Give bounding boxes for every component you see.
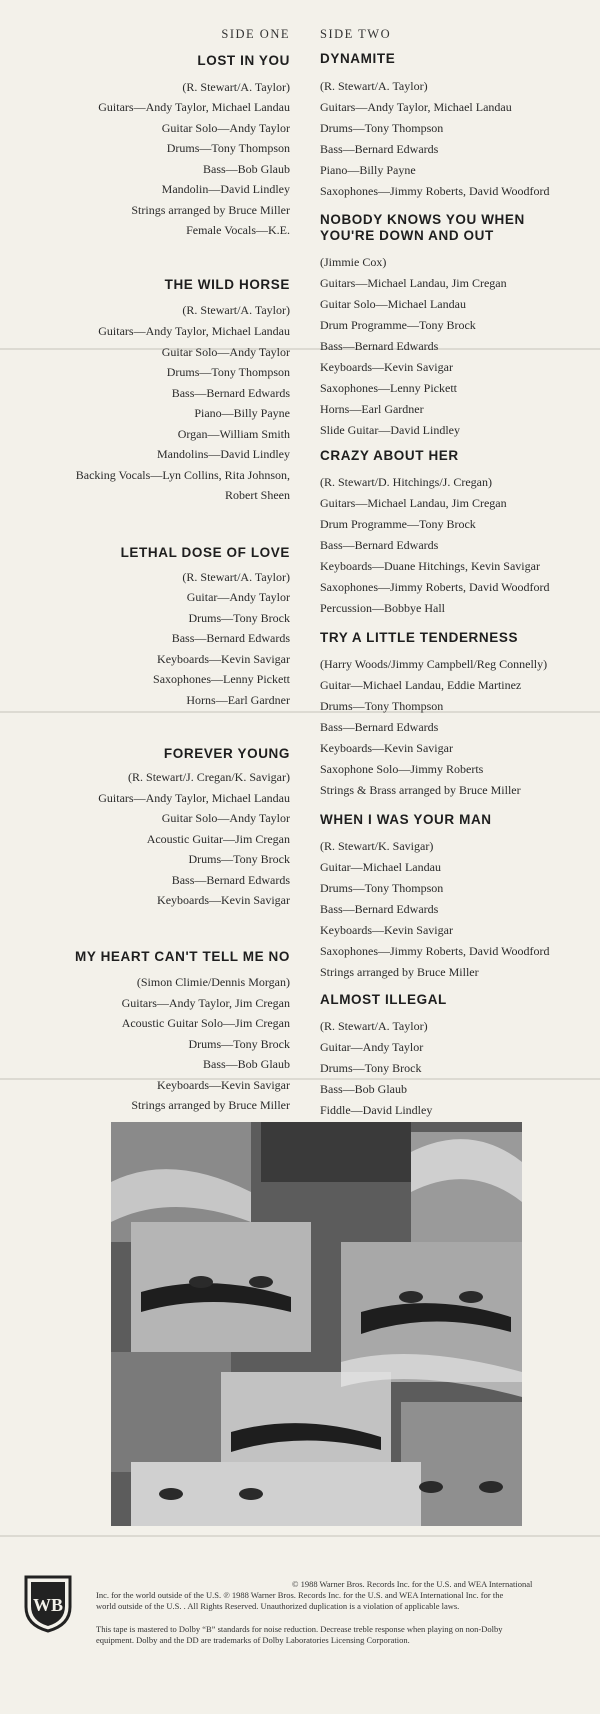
song-title: ALMOST ILLEGAL (320, 992, 447, 1007)
musician-credit: Robert Sheen (225, 488, 290, 502)
song-title: NOBODY KNOWS YOU WHEN (320, 212, 525, 227)
musician-credit: Drums—Tony Thompson (320, 121, 444, 135)
musician-credit: Keyboards—Kevin Savigar (320, 923, 453, 937)
musician-credit: Horns—Earl Gardner (320, 402, 424, 416)
songwriter-credit: (R. Stewart/D. Hitchings/J. Cregan) (320, 475, 492, 489)
musician-credit: Drum Programme—Tony Brock (320, 517, 476, 531)
musician-credit: Guitar—Michael Landau (320, 860, 441, 874)
musician-credit: Mandolin—David Lindley (161, 182, 290, 196)
songwriter-credit: (R. Stewart/A. Taylor) (182, 303, 290, 317)
musician-credit: Piano—Billy Payne (320, 163, 416, 177)
musician-credit: Guitar—Andy Taylor (186, 590, 290, 604)
musician-credit: Acoustic Guitar Solo—Jim Cregan (121, 1016, 290, 1030)
musician-credit: Drum Programme—Tony Brock (320, 318, 476, 332)
musician-credit: Saxophones—Jimmy Roberts, David Woodford (320, 184, 550, 198)
song-title: LOST IN YOU (197, 53, 290, 68)
musician-credit: Guitar Solo—Michael Landau (320, 297, 466, 311)
musician-credit: Bass—Bernard Edwards (320, 720, 439, 734)
musician-credit: Keyboards—Kevin Savigar (157, 1078, 290, 1092)
musician-credit: Guitars—Andy Taylor, Jim Cregan (121, 996, 290, 1010)
musician-credit: Horns—Earl Gardner (186, 693, 290, 707)
songwriter-credit: (R. Stewart/A. Taylor) (320, 79, 428, 93)
song-title: THE WILD HORSE (164, 277, 290, 292)
musician-credit: Bass—Bernard Edwards (320, 142, 439, 156)
musician-credit: Drums—Tony Brock (188, 852, 290, 866)
song-title: LETHAL DOSE OF LOVE (120, 545, 290, 560)
side-two-label: SIDE TWO (320, 27, 392, 41)
musician-credit: Bass—Bob Glaub (203, 162, 290, 176)
musician-credit: Female Vocals—K.E. (186, 223, 290, 237)
musician-credit: Guitars—Andy Taylor, Michael Landau (320, 100, 512, 114)
musician-credit: Keyboards—Kevin Savigar (320, 741, 453, 755)
musician-credit: Bass—Bernard Edwards (171, 386, 290, 400)
musician-credit: Guitars—Andy Taylor, Michael Landau (98, 100, 290, 114)
fold-line (0, 348, 600, 350)
musician-credit: Piano—Billy Payne (194, 406, 290, 420)
musician-credit: Strings arranged by Bruce Miller (320, 965, 479, 979)
musician-credit: Saxophones—Lenny Pickett (320, 381, 457, 395)
musician-credit: Bass—Bernard Edwards (171, 873, 290, 887)
musician-credit: Saxophone Solo—Jimmy Roberts (320, 762, 484, 776)
warner-bros-logo (22, 1573, 74, 1633)
musician-credit: Guitar—Michael Landau, Eddie Martinez (320, 678, 522, 692)
album-collage-photo (111, 1122, 522, 1526)
musician-credit: Acoustic Guitar—Jim Cregan (146, 832, 290, 846)
musician-credit: Strings arranged by Bruce Miller (131, 1098, 290, 1112)
song-title-line-2: YOU'RE DOWN AND OUT (320, 228, 494, 243)
musician-credit: Saxophones—Jimmy Roberts, David Woodford (320, 580, 550, 594)
musician-credit: Guitars—Andy Taylor, Michael Landau (98, 324, 290, 338)
musician-credit: Strings arranged by Bruce Miller (131, 203, 290, 217)
fold-line (0, 1078, 600, 1080)
musician-credit: Drums—Tony Brock (188, 1037, 290, 1051)
song-title: WHEN I WAS YOUR MAN (320, 812, 492, 827)
musician-credit: Saxophones—Jimmy Roberts, David Woodford (320, 944, 550, 958)
musician-credit: Guitar Solo—Andy Taylor (161, 811, 290, 825)
musician-credit: Drums—Tony Brock (320, 1061, 422, 1075)
musician-credit: Guitars—Andy Taylor, Michael Landau (98, 791, 290, 805)
musician-credit: Backing Vocals—Lyn Collins, Rita Johnson, (75, 468, 290, 482)
musician-credit: Drums—Tony Thompson (166, 141, 290, 155)
song-title: CRAZY ABOUT HER (320, 448, 459, 463)
song-title: MY HEART CAN'T TELL ME NO (75, 949, 290, 964)
musician-credit: Fiddle—David Lindley (320, 1103, 433, 1117)
fold-line (0, 1535, 600, 1537)
photo-collage-graphic (111, 1122, 522, 1526)
musician-credit: Keyboards—Kevin Savigar (320, 360, 453, 374)
songwriter-credit: (R. Stewart/K. Savigar) (320, 839, 434, 853)
musician-credit: Keyboards—Kevin Savigar (157, 893, 290, 907)
songwriter-credit: (R. Stewart/J. Cregan/K. Savigar) (128, 770, 290, 784)
musician-credit: Guitars—Michael Landau, Jim Cregan (320, 276, 507, 290)
musician-credit: Organ—William Smith (177, 427, 290, 441)
song-title: TRY A LITTLE TENDERNESS (320, 630, 519, 645)
copyright-line-3: world outside of the U.S. . All Rights Reserved. Unauthorized duplication is a violation of applicable laws. (96, 1601, 460, 1611)
musician-credit: Drums—Tony Brock (188, 611, 290, 625)
musician-credit: Bass—Bob Glaub (320, 1082, 407, 1096)
musician-credit: Bass—Bernard Edwards (320, 902, 439, 916)
musician-credit: Guitar Solo—Andy Taylor (161, 121, 290, 135)
musician-credit: Bass—Bernard Edwards (171, 631, 290, 645)
musician-credit: Guitars—Michael Landau, Jim Cregan (320, 496, 507, 510)
musician-credit: Bass—Bob Glaub (203, 1057, 290, 1071)
songwriter-credit: (R. Stewart/A. Taylor) (320, 1019, 428, 1033)
songwriter-credit: (R. Stewart/A. Taylor) (182, 570, 290, 584)
musician-credit: Drums—Tony Thompson (166, 365, 290, 379)
copyright-line-1: © 1988 Warner Bros. Records Inc. for the U.S. and WEA International (292, 1579, 533, 1589)
musician-credit: Guitar—Andy Taylor (320, 1040, 424, 1054)
musician-credit: Bass—Bernard Edwards (320, 538, 439, 552)
musician-credit: Mandolins—David Lindley (157, 447, 290, 461)
side-one-label: SIDE ONE (221, 27, 290, 41)
musician-credit: Keyboards—Duane Hitchings, Kevin Savigar (320, 559, 540, 573)
songwriter-credit: (Simon Climie/Dennis Morgan) (136, 975, 290, 989)
musician-credit: Keyboards—Kevin Savigar (157, 652, 290, 666)
musician-credit: Strings & Brass arranged by Bruce Miller (320, 783, 521, 797)
copyright-line-2: Inc. for the world outside of the U.S. ℗ 1988 Warner Bros. Records Inc. for the U.S. and WEA International Inc. for the (96, 1590, 504, 1600)
dolby-line-2: equipment. Dolby and the DD are trademarks of Dolby Laboratories Licensing Corporation. (96, 1635, 410, 1645)
svg-text:WB: WB (32, 1595, 64, 1615)
fold-line (0, 711, 600, 713)
songwriter-credit: (R. Stewart/A. Taylor) (182, 80, 290, 94)
song-title: FOREVER YOUNG (163, 746, 290, 761)
musician-credit: Drums—Tony Thompson (320, 699, 444, 713)
songwriter-credit: (Harry Woods/Jimmy Campbell/Reg Connelly) (320, 657, 548, 671)
song-title: DYNAMITE (320, 51, 396, 66)
musician-credit: Percussion—Bobbye Hall (320, 601, 445, 615)
musician-credit: Drums—Tony Thompson (320, 881, 444, 895)
musician-credit: Bass—Bernard Edwards (320, 339, 439, 353)
songwriter-credit: (Jimmie Cox) (320, 255, 387, 269)
dolby-line-1: This tape is mastered to Dolby “B” standards for noise reduction. Decrease treble response when playing on non-Dolby (96, 1624, 503, 1634)
musician-credit: Saxophones—Lenny Pickett (153, 672, 290, 686)
musician-credit: Guitar Solo—Andy Taylor (161, 345, 290, 359)
musician-credit: Slide Guitar—David Lindley (320, 423, 460, 437)
